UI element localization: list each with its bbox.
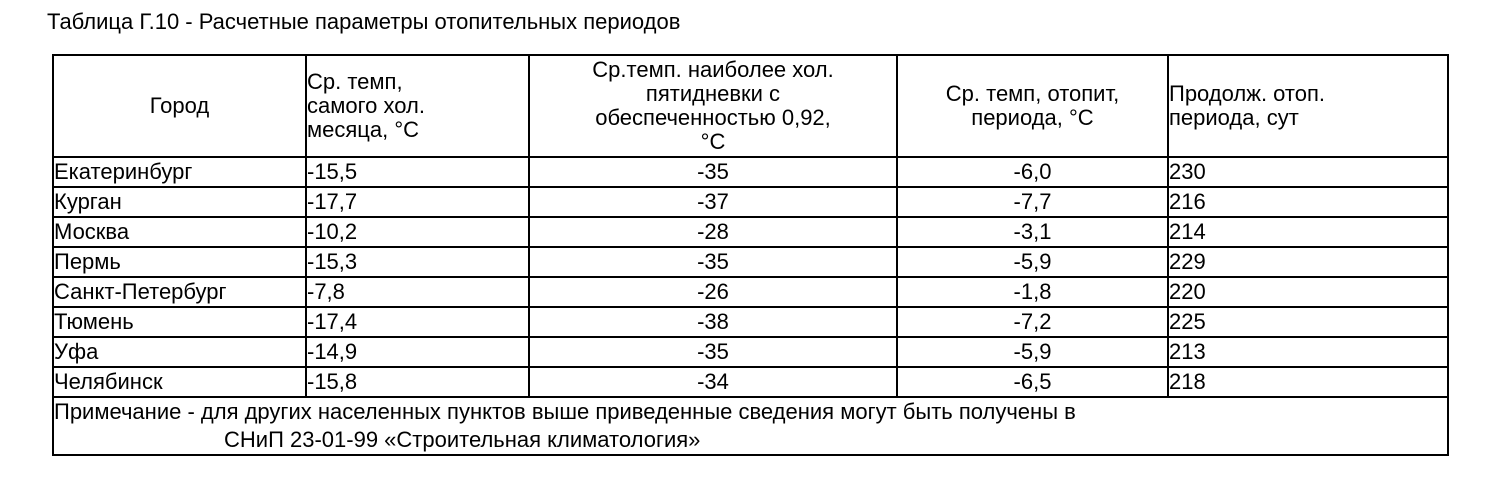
table-row xyxy=(53,307,1448,337)
heating-period-duration-cell: 216 xyxy=(1168,187,1448,217)
table-row xyxy=(53,277,1448,307)
heating-period-temp-cell: -1,8 xyxy=(897,277,1168,307)
coldest-five-day-temp-cell: -37 xyxy=(529,187,897,217)
city-cell: Москва xyxy=(53,217,306,247)
table-row xyxy=(53,157,1448,187)
table-row xyxy=(53,217,1448,247)
table-caption: Таблица Г.10 - Расчетные параметры отопительных периодов xyxy=(47,9,681,34)
header-text: Город xyxy=(149,93,210,118)
table-row xyxy=(53,337,1448,367)
header-text: периода, °С xyxy=(971,105,1094,130)
city-cell: Пермь xyxy=(53,247,306,277)
table-note-row xyxy=(53,397,1448,455)
column-header-coldest-month-temp xyxy=(306,55,529,157)
table-row xyxy=(53,367,1448,397)
header-text: Ср.темп. наиболее хол. xyxy=(592,57,834,82)
city-cell: Екатеринбург xyxy=(53,157,306,187)
heating-period-duration-cell: 220 xyxy=(1168,277,1448,307)
column-header-heating-period-duration xyxy=(1168,55,1448,157)
coldest-five-day-temp-cell: -35 xyxy=(529,157,897,187)
heating-period-temp-cell: -3,1 xyxy=(897,217,1168,247)
note-line-2: СНиП 23-01-99 «Строительная климатология» xyxy=(224,427,701,452)
coldest-five-day-temp-cell: -35 xyxy=(529,247,897,277)
coldest-month-temp-cell: -14,9 xyxy=(306,337,529,367)
heating-period-duration-cell: 230 xyxy=(1168,157,1448,187)
table-row xyxy=(53,187,1448,217)
note-line-1: Примечание - для других населенных пунктов выше приведенные сведения могут быть получены в xyxy=(54,399,1076,424)
coldest-five-day-temp-cell: -28 xyxy=(529,217,897,247)
heating-period-temp-cell: -6,0 xyxy=(897,157,1168,187)
table-note xyxy=(53,397,1448,455)
header-text: Ср. темп, xyxy=(307,69,403,94)
coldest-five-day-temp-cell: -34 xyxy=(529,367,897,397)
city-cell: Уфа xyxy=(53,337,306,367)
coldest-month-temp-cell: -7,8 xyxy=(306,277,529,307)
header-text: самого хол. xyxy=(307,93,425,118)
header-text: Ср. темп, отопит, xyxy=(945,81,1120,106)
city-cell: Тюмень xyxy=(53,307,306,337)
heating-period-duration-cell: 214 xyxy=(1168,217,1448,247)
city-cell: Курган xyxy=(53,187,306,217)
header-text: периода, сут xyxy=(1169,105,1299,130)
header-text: Продолж. отоп. xyxy=(1169,81,1326,106)
heating-period-duration-cell: 218 xyxy=(1168,367,1448,397)
coldest-five-day-temp-cell: -26 xyxy=(529,277,897,307)
heating-period-duration-cell: 213 xyxy=(1168,337,1448,367)
coldest-month-temp-cell: -17,7 xyxy=(306,187,529,217)
column-header-heating-period-temp xyxy=(897,55,1168,157)
city-cell: Челябинск xyxy=(53,367,306,397)
heating-period-temp-cell: -5,9 xyxy=(897,247,1168,277)
heating-period-duration-cell: 225 xyxy=(1168,307,1448,337)
heating-period-duration-cell: 229 xyxy=(1168,247,1448,277)
heating-periods-table xyxy=(52,54,1449,456)
heating-period-temp-cell: -6,5 xyxy=(897,367,1168,397)
coldest-month-temp-cell: -17,4 xyxy=(306,307,529,337)
coldest-month-temp-cell: -10,2 xyxy=(306,217,529,247)
header-text: месяца, °С xyxy=(307,117,420,142)
column-header-coldest-five-day-temp xyxy=(529,55,897,157)
coldest-month-temp-cell: -15,8 xyxy=(306,367,529,397)
heating-period-temp-cell: -7,2 xyxy=(897,307,1168,337)
coldest-month-temp-cell: -15,5 xyxy=(306,157,529,187)
heating-period-temp-cell: -7,7 xyxy=(897,187,1168,217)
table-header-row xyxy=(53,55,1448,157)
coldest-five-day-temp-cell: -35 xyxy=(529,337,897,367)
table-row xyxy=(53,247,1448,277)
header-text: °С xyxy=(700,129,726,154)
coldest-five-day-temp-cell: -38 xyxy=(529,307,897,337)
city-cell: Санкт-Петербург xyxy=(53,277,306,307)
header-text: пятидневки с xyxy=(645,81,781,106)
coldest-month-temp-cell: -15,3 xyxy=(306,247,529,277)
heating-period-temp-cell: -5,9 xyxy=(897,337,1168,367)
column-header-city xyxy=(53,55,306,157)
header-text: обеспеченностью 0,92, xyxy=(595,105,831,130)
